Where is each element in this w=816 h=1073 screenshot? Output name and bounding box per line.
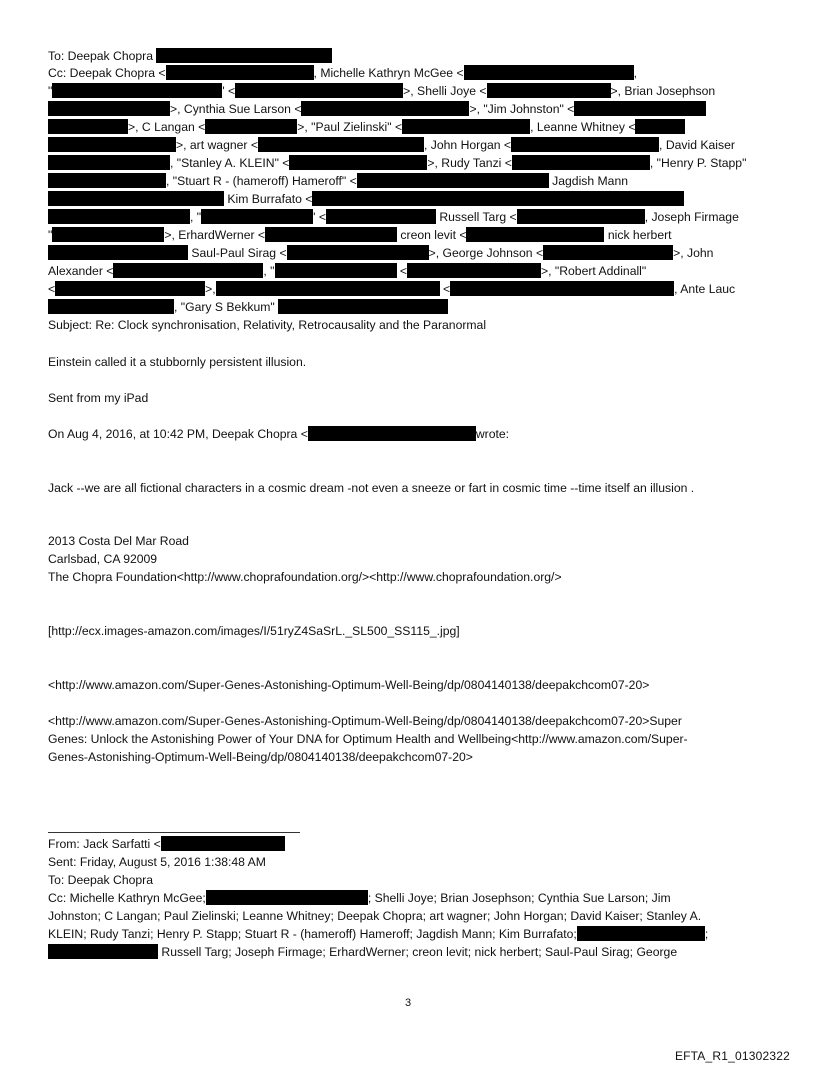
redaction — [48, 173, 166, 188]
quoted-message: Jack --we are all fictional characters in a cosmic dream -not even a sneeze or fart in cosmic time --time itself an illusion . — [48, 481, 695, 495]
redaction — [487, 83, 611, 98]
book-link-line[interactable]: Genes-Astonishing-Optimum-Well-Being/dp/0804140138/deepakchcom07-20> — [48, 750, 473, 764]
redaction — [275, 263, 397, 278]
cc-line: < >, < , Ante Lauc — [48, 282, 736, 296]
redaction — [308, 426, 476, 441]
cc-line-original: KLEIN; Rudy Tanzi; Henry P. Stapp; Stuart R - (hameroff) Hameroff; Jagdish Mann; Kim Burrafato; ; — [48, 927, 709, 941]
redaction — [52, 83, 222, 98]
cc-line-original: Russell Targ; Joseph Firmage; ErhardWerner; creon levit; nick herbert; Saul-Paul Sirag; George — [48, 944, 677, 961]
cc-line: Cc: Deepak Chopra < , Michelle Kathryn McGee < , — [48, 66, 637, 80]
foundation-link[interactable]: The Chopra Foundation<http://www.choprafoundation.org/><http://www.choprafoundation.org/> — [48, 570, 562, 584]
redaction — [166, 65, 314, 80]
cc-line: , "Stuart R - (hameroff) Hameroff" < Jagdish Mann — [48, 173, 628, 190]
redaction — [543, 245, 673, 260]
redaction — [464, 65, 634, 80]
sent-from: Sent from my iPad — [48, 391, 149, 405]
redaction — [48, 944, 158, 959]
redaction — [52, 227, 164, 242]
redaction — [301, 101, 469, 116]
cc-line: >, art wagner < , John Horgan < , David Kaiser — [48, 137, 735, 154]
to-line-original: To: Deepak Chopra — [48, 873, 154, 887]
book-link-line[interactable]: <http://www.amazon.com/Super-Genes-Astonishing-Optimum-Well-Being/dp/0804140138/deepakchcom07-20>Super — [48, 714, 682, 728]
redaction — [312, 191, 534, 206]
sent-line: Sent: Friday, August 5, 2016 1:38:48 AM — [48, 855, 266, 869]
image-link[interactable]: [http://ecx.images-amazon.com/images/I/51ryZ4SaSrL._SL500_SS115_.jpg] — [48, 624, 460, 638]
redaction — [48, 155, 170, 170]
subject-line: Subject: Re: Clock synchronisation, Relativity, Retrocausality and the Paranormal — [48, 318, 487, 332]
cc-line: , " ' < Russell Targ < , Joseph Firmage — [48, 209, 739, 226]
redaction — [450, 281, 674, 296]
redaction — [48, 191, 224, 206]
cc-line: Alexander < , " < >, "Robert Addinall" — [48, 264, 647, 278]
quoted-header: On Aug 4, 2016, at 10:42 PM, Deepak Chopra < wrote: — [48, 427, 510, 441]
amazon-link[interactable]: <http://www.amazon.com/Super-Genes-Astonishing-Optimum-Well-Being/dp/0804140138/deepakchcom07-20> — [48, 678, 650, 692]
redaction — [206, 890, 368, 905]
address-line: 2013 Costa Del Mar Road — [48, 534, 189, 548]
redaction — [156, 48, 332, 63]
redaction — [48, 245, 188, 260]
redaction — [517, 209, 645, 224]
redaction — [235, 83, 403, 98]
address-line: Carlsbad, CA 92009 — [48, 552, 158, 566]
redaction — [289, 155, 427, 170]
cc-line-original: Johnston; C Langan; Paul Zielinski; Leanne Whitney; Deepak Chopra; art wagner; John Horgan; David Kaiser; Stanley A. — [48, 909, 702, 923]
cc-line: Kim Burrafato < — [48, 191, 684, 208]
redaction — [113, 263, 263, 278]
document-id: EFTA_R1_01302322 — [674, 1049, 790, 1063]
redaction — [205, 119, 297, 134]
redaction — [407, 263, 541, 278]
redaction — [48, 137, 176, 152]
redaction — [326, 209, 436, 224]
separator-rule — [48, 832, 300, 833]
redaction — [511, 137, 659, 152]
redaction — [357, 173, 549, 188]
cc-line-original: Cc: Michelle Kathryn McGee; ; Shelli Joye; Brian Josephson; Cynthia Sue Larson; Jim — [48, 891, 671, 905]
redaction — [161, 836, 285, 851]
redaction — [466, 227, 604, 242]
from-line: From: Jack Sarfatti < — [48, 836, 285, 853]
cc-line: " >, ErhardWerner < creon levit < nick herbert — [48, 228, 672, 242]
redaction — [48, 101, 170, 116]
redaction — [48, 119, 128, 134]
redaction — [512, 155, 650, 170]
cc-line: , "Gary S Bekkum" — [48, 299, 448, 316]
redaction — [201, 209, 313, 224]
reply-text: Einstein called it a stubbornly persistent illusion. — [48, 355, 307, 369]
redaction — [402, 119, 530, 134]
redaction — [278, 299, 448, 314]
redaction — [534, 191, 684, 206]
redaction — [258, 137, 424, 152]
redaction — [577, 926, 705, 941]
redaction — [574, 101, 706, 116]
redaction — [55, 281, 205, 296]
redaction — [635, 119, 685, 134]
redaction — [287, 245, 429, 260]
cc-line: >, Cynthia Sue Larson < >, "Jim Johnston" < — [48, 101, 706, 118]
cc-line: " ' < >, Shelli Joye < >, Brian Josephson — [48, 84, 716, 98]
book-link-line[interactable]: Genes: Unlock the Astonishing Power of Your DNA for Optimum Health and Wellbeing<http://www.amazon.com/Super- — [48, 732, 688, 746]
redaction — [216, 281, 440, 296]
cc-line: , "Stanley A. KLEIN" < >, Rudy Tanzi < , "Henry P. Stapp" — [48, 155, 746, 172]
redaction — [48, 299, 174, 314]
cc-line: Saul-Paul Sirag < >, George Johnson < >, John — [48, 245, 713, 262]
redaction — [265, 227, 397, 242]
redaction — [48, 209, 190, 224]
to-line: To: Deepak Chopra — [48, 48, 332, 65]
page-number: 3 — [404, 997, 412, 1009]
cc-line: >, C Langan < >, "Paul Zielinski" < , Leanne Whitney < — [48, 119, 685, 136]
